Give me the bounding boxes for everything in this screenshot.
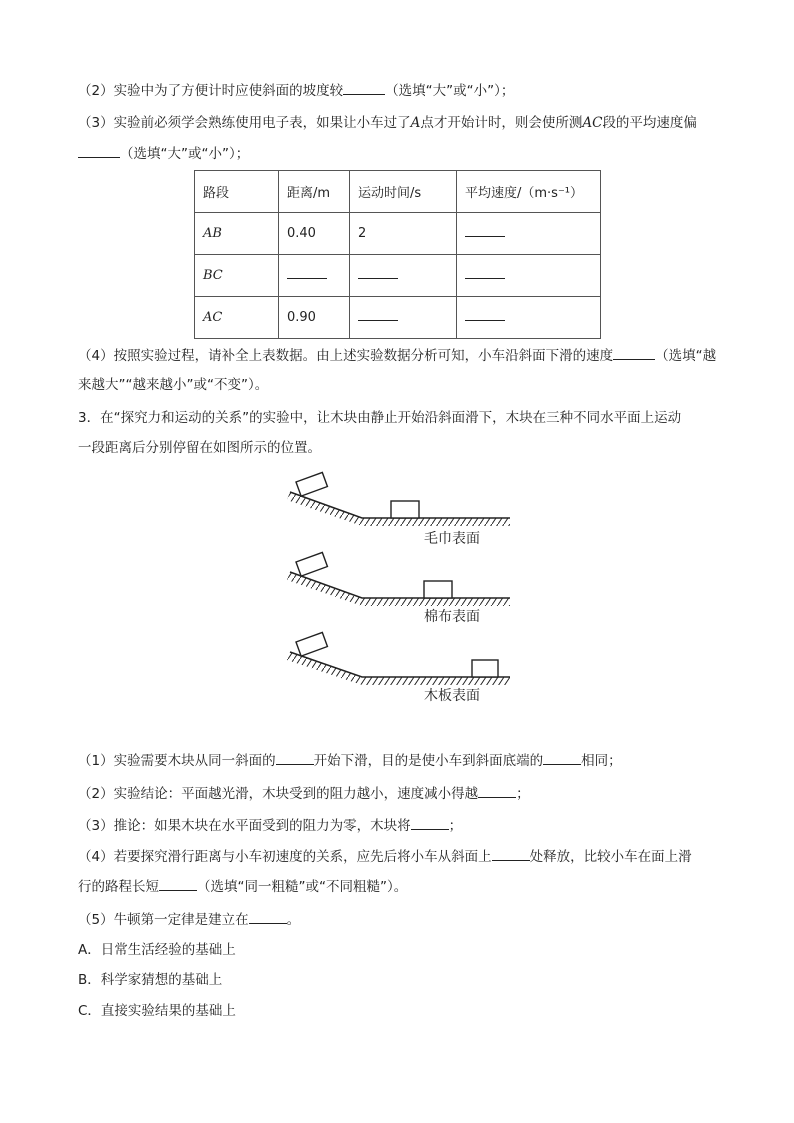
towel-surface-label: 毛巾表面: [424, 531, 480, 547]
question-2-3-line1: （3）实验前必须学会熟练使用电子表，如果让小车过了A点才开始计时，则会使所测AC段的平均速度偏: [78, 115, 697, 131]
answer-blank[interactable]: [78, 143, 120, 158]
question-3-4-line1: （4）若要探究滑行距离与小车初速度的关系，应先后将小车从斜面上 处释放，比较小车在面上滑: [78, 846, 692, 867]
wood-block-stopped: [424, 581, 452, 598]
wood-block-on-slope: [296, 632, 327, 656]
question-2-3-line2: （选填“大”或“小”）；: [78, 143, 249, 164]
question-3-line2: 一段距离后分别停留在如图所示的位置。: [78, 440, 321, 456]
table-cell: 0.90: [279, 297, 350, 339]
answer-blank[interactable]: [465, 226, 505, 237]
table-cell: [279, 255, 350, 297]
question-2-4-line1: （4）按照实验过程，请补全上表数据。由上述实验数据分析可知，小车沿斜面下滑的速度 （选填“越: [78, 345, 716, 366]
question-3-2: （2）实验结论：平面越光滑，木块受到的阻力越小，速度减小得越 ；: [78, 783, 530, 804]
question-3-5: （5）牛顿第一定律是建立在 。: [78, 909, 300, 930]
answer-blank[interactable]: [478, 783, 516, 798]
question-3-line1: 3．在“探究力和运动的关系”的实验中，让木块由静止开始沿斜面滑下，木块在三种不同水平面上运动: [78, 410, 682, 426]
question-3-3: （3）推论：如果木块在水平面受到的阻力为零，木块将 ；: [78, 815, 462, 836]
table-header: 运动时间/s: [350, 171, 457, 213]
incline-experiment-figure: [270, 470, 520, 715]
wood-block-stopped: [391, 501, 419, 518]
table-cell: 0.40: [279, 213, 350, 255]
cotton-surface-setup: [287, 552, 510, 606]
speed-data-table: [194, 170, 601, 339]
table-header: 路段: [195, 171, 279, 213]
answer-blank[interactable]: [358, 268, 398, 279]
answer-blank[interactable]: [287, 268, 327, 279]
wood-surface-label: 木板表面: [424, 688, 480, 704]
answer-blank[interactable]: [465, 310, 505, 321]
table-cell: AB: [195, 213, 279, 255]
option-a[interactable]: A．日常生活经验的基础上: [78, 942, 236, 958]
towel-surface-setup: [287, 472, 510, 526]
table-cell: 2: [350, 213, 457, 255]
cotton-surface-label: 棉布表面: [424, 609, 480, 625]
answer-blank[interactable]: [411, 815, 449, 830]
ground-hatch: [287, 572, 510, 606]
question-2-2: （2）实验中为了方便计时应使斜面的坡度较 （选填“大”或“小”）；: [78, 80, 514, 101]
answer-blank[interactable]: [276, 750, 314, 765]
wood-block-stopped: [472, 660, 498, 677]
table-header: 距离/m: [279, 171, 350, 213]
table-row: [195, 255, 601, 297]
option-b[interactable]: B．科学家猜想的基础上: [78, 972, 223, 988]
question-3-4-line2: 行的路程长短 （选填“同一粗糙”或“不同粗糙”）。: [78, 876, 407, 897]
answer-blank[interactable]: [249, 909, 287, 924]
question-3-1: （1）实验需要木块从同一斜面的 开始下滑，目的是使小车到斜面底端的 相同；: [78, 750, 622, 771]
answer-blank[interactable]: [358, 310, 398, 321]
table-cell: [457, 255, 601, 297]
table-cell: [350, 297, 457, 339]
answer-blank[interactable]: [543, 750, 581, 765]
table-cell: BC: [195, 255, 279, 297]
table-cell: [457, 297, 601, 339]
answer-blank[interactable]: [613, 345, 655, 360]
table-header-row: [195, 171, 601, 213]
answer-blank[interactable]: [492, 846, 530, 861]
table-cell: [457, 213, 601, 255]
table-cell: AC: [195, 297, 279, 339]
table-row: [195, 213, 601, 255]
table-header: 平均速度/（m·s⁻¹）: [457, 171, 601, 213]
table-row: [195, 297, 601, 339]
table-cell: [350, 255, 457, 297]
option-c[interactable]: C．直接实验结果的基础上: [78, 1003, 236, 1019]
wood-block-on-slope: [296, 472, 327, 496]
answer-blank[interactable]: [159, 876, 197, 891]
answer-blank[interactable]: [343, 80, 385, 95]
question-2-4-line2: 来越大”“越来越小”或“不变”）。: [78, 377, 269, 393]
answer-blank[interactable]: [465, 268, 505, 279]
wood-board-surface-setup: [287, 632, 510, 685]
wood-block-on-slope: [296, 552, 327, 576]
